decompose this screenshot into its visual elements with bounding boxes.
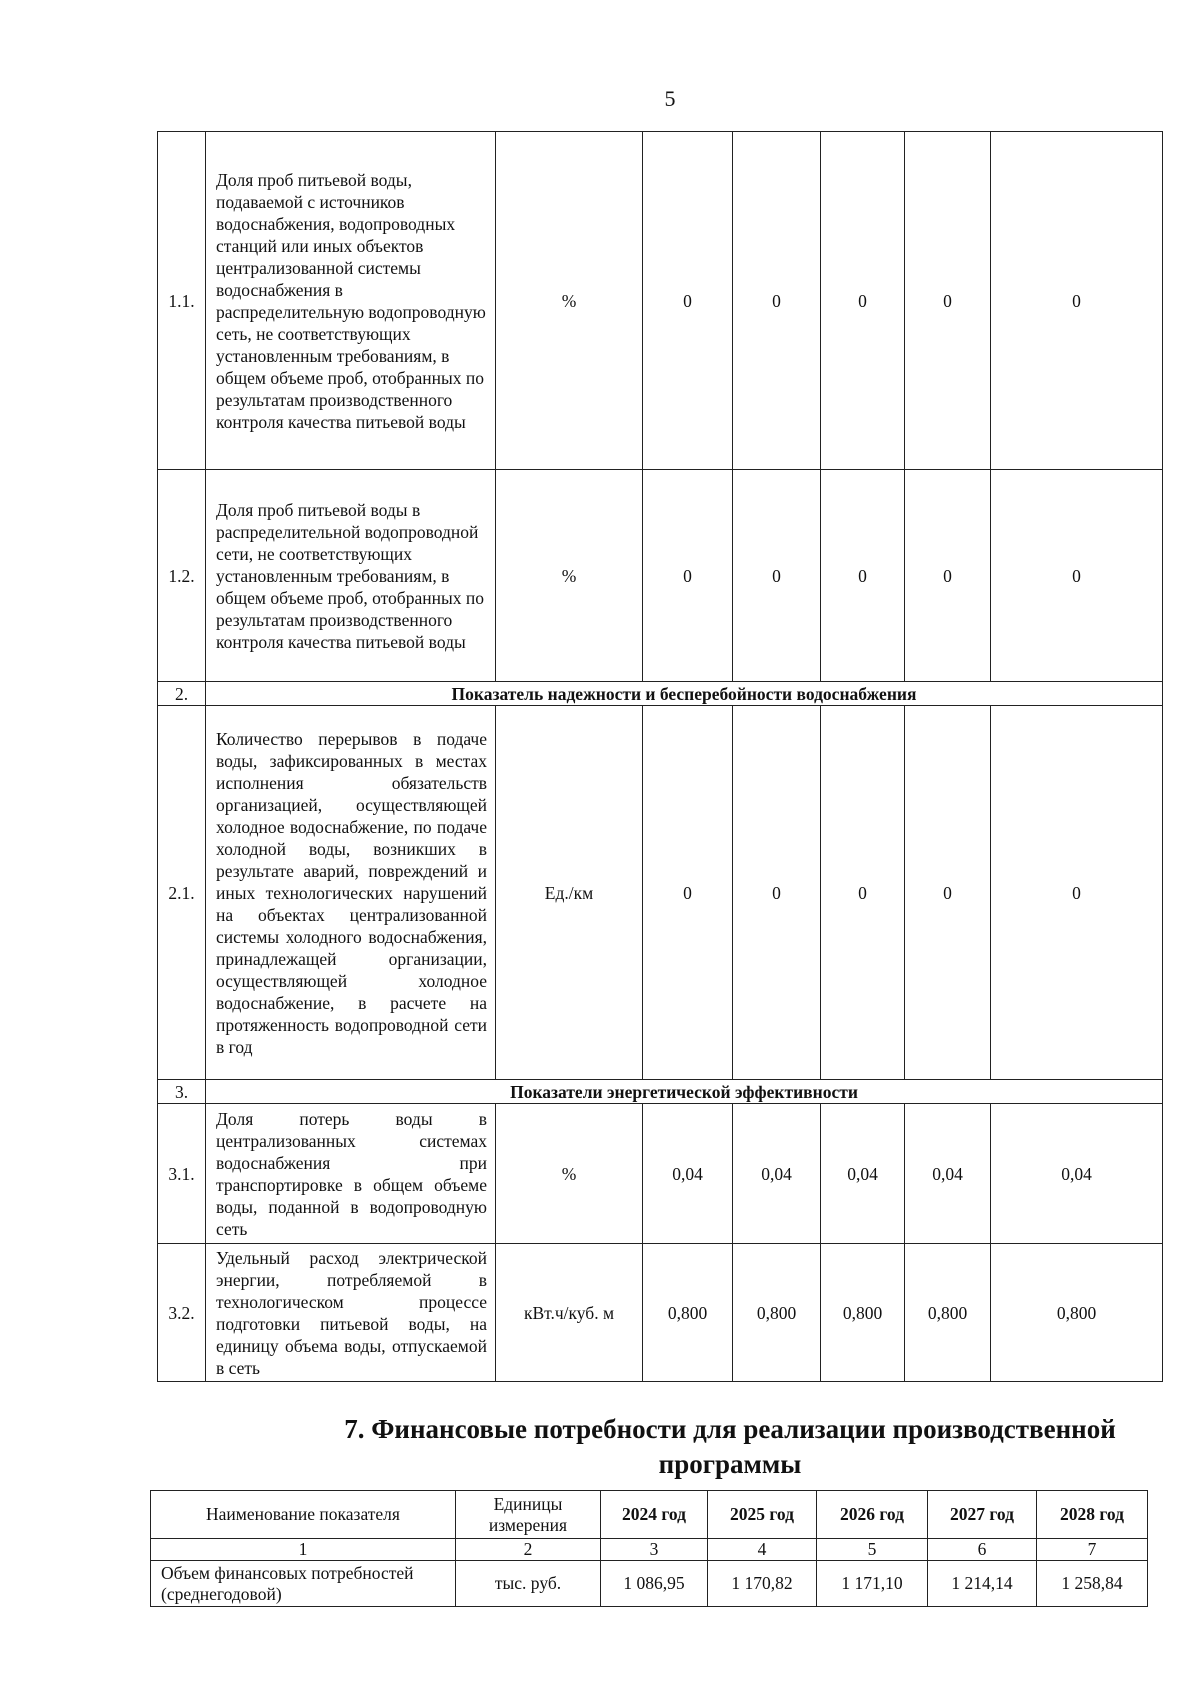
section-number: 3.	[158, 1080, 206, 1104]
column-number: 2	[456, 1539, 601, 1561]
value-cell: 0	[905, 132, 991, 470]
value-cell: 0	[991, 132, 1163, 470]
value-cell: 0	[905, 470, 991, 682]
value-cell: 0	[643, 470, 733, 682]
indicator-description: Доля потерь воды в централизованных системах водоснабжения при транспортировке в общем объеме воды, поданной в водопроводную сеть	[206, 1104, 496, 1244]
table-row	[158, 470, 1163, 682]
table-row	[158, 1244, 1163, 1382]
value-cell: 0,04	[733, 1104, 821, 1244]
column-number: 3	[601, 1539, 708, 1561]
table-row	[158, 1104, 1163, 1244]
column-header: 2025 год	[708, 1491, 817, 1539]
section-title: Показатель надежности и бесперебойности водоснабжения	[206, 682, 1163, 706]
value-cell: 1 171,10	[817, 1561, 928, 1607]
value-cell: 0	[643, 706, 733, 1080]
indicator-description: Доля проб питьевой воды, подаваемой с источников водоснабжения, водопроводных станций или иных объектов централизованной системы водоснабжения в распределительную водопроводную сеть, не соответствующих установленным требованиям, в общем объеме проб, отобранных по результатам производственного контроля качества питьевой воды	[206, 132, 496, 470]
row-number: 1.2.	[158, 470, 206, 682]
column-number: 1	[151, 1539, 456, 1561]
value-cell: 0	[991, 706, 1163, 1080]
table-row	[158, 706, 1163, 1080]
value-cell: 0,800	[821, 1244, 905, 1382]
value-cell: 1 258,84	[1037, 1561, 1148, 1607]
column-header: 2026 год	[817, 1491, 928, 1539]
value-cell: 0	[643, 132, 733, 470]
value-cell: 0,04	[905, 1104, 991, 1244]
indicator-description: Доля проб питьевой воды в распределительной водопроводной сети, не соответствующих установленным требованиям, в общем объеме проб, отобранных по результатам производственного контроля качества питьевой воды	[206, 470, 496, 682]
value-cell: 0,04	[991, 1104, 1163, 1244]
value-cell: 1 086,95	[601, 1561, 708, 1607]
value-cell: 0,800	[643, 1244, 733, 1382]
value-cell: 1 214,14	[928, 1561, 1037, 1607]
column-header: 2024 год	[601, 1491, 708, 1539]
column-header: 2027 год	[928, 1491, 1037, 1539]
indicator-name: Объем финансовых потребностей (среднегодовой)	[151, 1561, 456, 1607]
column-header: Единицы измерения	[456, 1491, 601, 1539]
value-cell: 0	[821, 706, 905, 1080]
row-number: 3.2.	[158, 1244, 206, 1382]
unit-cell: %	[496, 470, 643, 682]
value-cell: 0,04	[643, 1104, 733, 1244]
column-number: 4	[708, 1539, 817, 1561]
column-header: Наименование показателя	[151, 1491, 456, 1539]
indicator-description: Удельный расход электрической энергии, потребляемой в технологическом процессе подготовки питьевой воды, на единицу объема воды, отпускаемой в сеть	[206, 1244, 496, 1382]
value-cell: 1 170,82	[708, 1561, 817, 1607]
value-cell: 0	[733, 470, 821, 682]
unit-cell: тыс. руб.	[456, 1561, 601, 1607]
row-number: 1.1.	[158, 132, 206, 470]
unit-cell: %	[496, 132, 643, 470]
row-number: 2.1.	[158, 706, 206, 1080]
value-cell: 0	[991, 470, 1163, 682]
value-cell: 0	[821, 132, 905, 470]
unit-cell: %	[496, 1104, 643, 1244]
column-header: 2028 год	[1037, 1491, 1148, 1539]
financial-table	[150, 1490, 1148, 1607]
column-number: 7	[1037, 1539, 1148, 1561]
financial-section-heading: 7. Финансовые потребности для реализации производственной программы	[344, 1414, 1116, 1479]
value-cell: 0	[733, 706, 821, 1080]
row-number: 3.1.	[158, 1104, 206, 1244]
indicator-table	[157, 131, 1163, 1382]
value-cell: 0	[905, 706, 991, 1080]
value-cell: 0	[733, 132, 821, 470]
column-number: 5	[817, 1539, 928, 1561]
value-cell: 0,04	[821, 1104, 905, 1244]
section-row	[158, 1080, 1163, 1104]
value-cell: 0	[821, 470, 905, 682]
indicator-description: Количество перерывов в подаче воды, зафиксированных в местах исполнения обязательств организацией, осуществляющей холодное водоснабжение, по подаче холодной воды, возникших в результате аварий, повреждений и иных технологических нарушений на объектах централизованной системы холодного водоснабжения, принадлежащей организации, осуществляющей холодное водоснабжение, в расчете на протяженность водопроводной сети в год	[206, 706, 496, 1080]
column-number-row	[151, 1539, 1148, 1561]
table-row	[158, 132, 1163, 470]
value-cell: 0,800	[905, 1244, 991, 1382]
section-row	[158, 682, 1163, 706]
value-cell: 0,800	[733, 1244, 821, 1382]
header-row	[151, 1491, 1148, 1539]
column-number: 6	[928, 1539, 1037, 1561]
section-title: Показатели энергетической эффективности	[206, 1080, 1163, 1104]
unit-cell: кВт.ч/куб. м	[496, 1244, 643, 1382]
unit-cell: Ед./км	[496, 706, 643, 1080]
table-row	[151, 1561, 1148, 1607]
value-cell: 0,800	[991, 1244, 1163, 1382]
page-number: 5	[664, 86, 676, 111]
section-number: 2.	[158, 682, 206, 706]
